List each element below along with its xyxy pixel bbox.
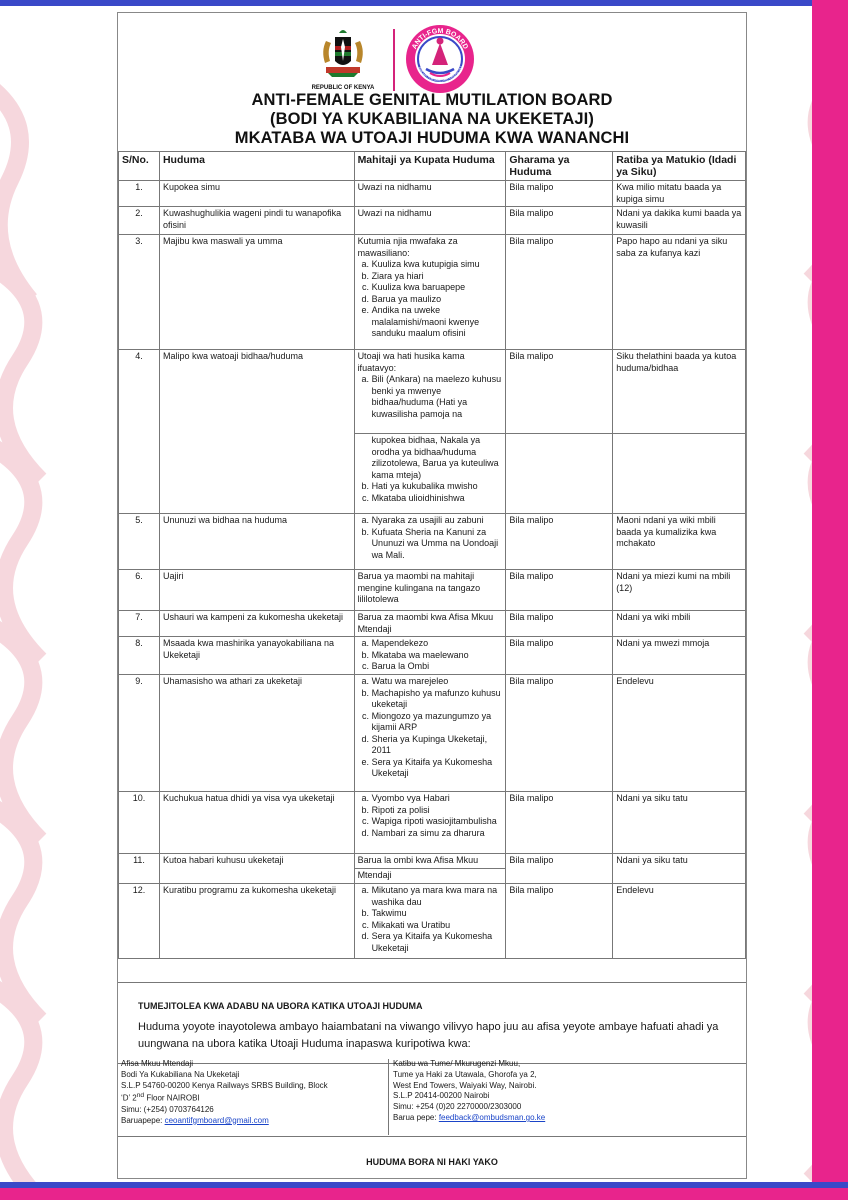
req-list [358, 638, 503, 673]
row-timeline: Kwa milio mitatu baada ya kupiga simu [613, 181, 746, 207]
row-requirements [354, 235, 506, 350]
row-requirements [354, 570, 506, 611]
row-sn: 10. [119, 792, 160, 854]
row-timeline: Endelevu [613, 884, 746, 959]
req-item: a. Kuuliza kwa kutupigia simu [372, 259, 503, 271]
contact-line: Afisa Mkuu Mtendaji [121, 1059, 194, 1068]
req-item: c. Kuuliza kwa baruapepe [372, 282, 503, 294]
req-item: a. Watu wa marejeleo [372, 676, 503, 688]
row-sn: 11. [119, 854, 160, 884]
table-row [119, 570, 746, 611]
row-sn: 12. [119, 884, 160, 959]
req-item: b. Hati ya kukubalika mwisho [372, 481, 503, 493]
row-sn: 7. [119, 611, 160, 637]
title-line-1: ANTI-FEMALE GENITAL MUTILATION BOARD [251, 91, 613, 109]
svg-text:ANTI-FGM BOARD: ANTI-FGM BOARD [411, 27, 469, 51]
table-row [119, 792, 746, 854]
kenya-coat-of-arms [308, 27, 378, 91]
table-row [119, 514, 746, 570]
req-item: b. Takwimu [372, 908, 503, 920]
title-line-2: (BODI YA KUKABILIANA NA UKEKETAJI) [270, 110, 594, 128]
row-sn: 5. [119, 514, 160, 570]
contact-line: Katibu wa Tume/ Mkurugenzi Mkuu, [393, 1059, 521, 1068]
logo-divider [393, 29, 395, 91]
row-cost: Bila malipo [506, 514, 613, 570]
pledge-title: TUMEJITOLEA KWA ADABU NA UBORA KATIKA UTOAJI HUDUMA [138, 1001, 423, 1011]
table-row [119, 637, 746, 675]
svg-text:PAMOJA TUKOMESHE UKEKETAJI: AMOJA TUKOMESHE UKEKETAJ [417, 65, 464, 83]
req-item: c. Mkataba ulioidhinishwa [372, 493, 503, 505]
row-sn: 8. [119, 637, 160, 675]
header-cost: Gharama ya Huduma [506, 152, 613, 181]
document-title [118, 91, 746, 148]
row-cost: Bila malipo [506, 854, 613, 884]
row-timeline: Papo hapo au ndani ya siku saba za kufanya kazi [613, 235, 746, 350]
email-label: Baruapepe: [121, 1115, 165, 1125]
row-cost: Bila malipo [506, 207, 613, 235]
row-cost: Bila malipo [506, 792, 613, 854]
email-label: Barua pepe: [393, 1112, 439, 1122]
req-item: b. Machapisho ya mafunzo kuhusu ukeketaji [372, 688, 503, 711]
req-item: b. Kufuata Sheria na Kanuni za Ununuzi wa Umma na Uondoaji wa Mali. [372, 527, 503, 562]
row-requirements [354, 514, 506, 570]
row-cost: Bila malipo [506, 637, 613, 675]
pledge-text: Huduma yoyote inayotolewa ambayo haiambatani na viwango vilivyo hapo juu au afisa yeyote ambaye hafuati ahadi ya uungwana na ubora katika Utoaji Huduma inapaswa kuripotiwa kwa: [138, 1021, 719, 1050]
row-cost: Bila malipo [506, 181, 613, 207]
req-item: c. Barua la Ombi [372, 661, 503, 673]
ceo-email-link[interactable]: ceoantifgmboard@gmail.com [164, 1115, 269, 1125]
req-item: e. Andika na uweke malalamishi/maoni kwenye sanduku maalum ofisini [372, 305, 503, 340]
req-item: d. Barua ya maulizo [372, 294, 503, 306]
req-list [358, 676, 503, 780]
row-timeline-empty [613, 434, 746, 514]
row-service: Kuchukua hatua dhidi ya visa vya ukeketaji [159, 792, 354, 854]
contact-line [121, 1091, 386, 1104]
row-sn: 4. [119, 350, 160, 514]
table-row [119, 884, 746, 959]
title-line-3: MKATABA WA UTOAJI HUDUMA KWA WANANCHI [234, 129, 630, 147]
req-text: Uwazi na nidhamu [357, 182, 432, 192]
row-timeline: Ndani ya miezi kumi na mbili (12) [613, 570, 746, 611]
row-timeline: Ndani ya siku tatu [613, 854, 746, 884]
pledge-section [118, 982, 746, 1064]
header-sn: S/No. [119, 152, 160, 181]
req-item: b. Mkataba wa maelewano [372, 650, 503, 662]
req-item: c. Wapiga ripoti wasiojitambulisha [372, 816, 503, 828]
row-sn: 1. [119, 181, 160, 207]
req-item: a. Mapendekezo [372, 638, 503, 650]
row-cost-empty [506, 434, 613, 514]
req-item: a. Bili (Ankara) na maelezo kuhusu benki ya mwenye bidhaa/huduma (Hati ya kuwasilisha pamoja na [372, 374, 503, 420]
row-timeline: Endelevu [613, 675, 746, 792]
contact-floor-sup: nd [136, 1092, 145, 1100]
row-timeline: Maoni ndani ya wiki mbili baada ya kumalizika kwa mchakato [613, 514, 746, 570]
table-row [119, 207, 746, 235]
row-requirements [354, 854, 506, 869]
contact-line: Bodi Ya Kukabiliana Na Ukeketaji [121, 1069, 240, 1079]
row-sn: 6. [119, 570, 160, 611]
table-row [119, 611, 746, 637]
row-cost: Bila malipo [506, 884, 613, 959]
contact-line [121, 1116, 386, 1127]
row-timeline: Ndani ya dakika kumi baada ya kuwasili [613, 207, 746, 235]
row-cost: Bila malipo [506, 350, 613, 434]
row-cost: Bila malipo [506, 611, 613, 637]
row-service: Malipo kwa watoaji bidhaa/huduma [159, 350, 354, 514]
row-timeline: Ndani ya siku tatu [613, 792, 746, 854]
row-sn: 2. [119, 207, 160, 235]
header-service: Huduma [159, 152, 354, 181]
req-item: d. Sera ya Kitaifa ya Kukomesha Ukeketaji [372, 931, 503, 954]
table-header-row [119, 152, 746, 181]
row-requirements-continued [354, 869, 506, 884]
row-sn: 9. [119, 675, 160, 792]
row-requirements [354, 884, 506, 959]
req-item: d. Nambari za simu za dharura [372, 828, 503, 840]
row-timeline: Siku thelathini baada ya kutoa huduma/bidhaa [613, 350, 746, 434]
coat-of-arms-icon [318, 27, 368, 79]
ombudsman-email-link[interactable]: feedback@ombudsman.go.ke [438, 1112, 546, 1122]
contact-floor-a: ‘D’ 2 [121, 1094, 137, 1104]
row-requirements [354, 350, 506, 434]
contact-ceo [121, 1059, 386, 1126]
contact-line: West End Towers, Waiyaki Way, Nairobi. [393, 1080, 537, 1090]
row-service: Uhamasisho wa athari za ukeketaji [159, 675, 354, 792]
row-timeline: Ndani ya wiki mbili [613, 611, 746, 637]
row-requirements [354, 181, 506, 207]
contact-line [393, 1113, 693, 1124]
contact-phone: Simu: +254 (0)20 2270000/2303000 [393, 1102, 522, 1112]
row-timeline: Ndani ya mwezi mmoja [613, 637, 746, 675]
logo-header [118, 23, 746, 99]
req-list [358, 793, 503, 839]
req-text: Utoaji wa hati husika kama ifuatavyo: [357, 351, 465, 373]
row-service: Msaada kwa mashirika yanayokabiliana na Ukeketaji [159, 637, 354, 675]
req-list [358, 259, 503, 340]
contact-ombudsman [388, 1059, 693, 1135]
row-service: Majibu kwa maswali ya umma [159, 235, 354, 350]
contact-phone: Simu: (+254) 0703764126 [121, 1104, 214, 1114]
footer-motto [118, 1136, 746, 1178]
row-requirements [354, 792, 506, 854]
contact-line: S.L.P 54760-00200 Kenya Railways SRBS Building, Block [121, 1080, 328, 1090]
row-requirements [354, 207, 506, 235]
req-list [358, 515, 503, 561]
row-service: Ushauri wa kampeni za kukomesha ukeketaji [159, 611, 354, 637]
req-text: Kutumia njia mwafaka za mawasiliano: [357, 236, 458, 258]
req-item: b. Ziara ya hiari [372, 271, 503, 283]
service-charter-table [118, 151, 746, 959]
req-list [358, 481, 503, 504]
req-item: a. Nyaraka za usajili au zabuni [372, 515, 503, 527]
row-requirements [354, 637, 506, 675]
row-service: Ununuzi wa bidhaa na huduma [159, 514, 354, 570]
req-item: a. Vyombo vya Habari [372, 793, 503, 805]
contact-line: Tume ya Haki za Utawala, Ghorofa ya 2, [393, 1069, 537, 1079]
req-list [358, 885, 503, 954]
req-item: b. Ripoti za polisi [372, 805, 503, 817]
req-item: c. Mikakati wa Uratibu [372, 920, 503, 932]
header-timeline: Ratiba ya Matukio (Idadi ya Siku) [613, 152, 746, 181]
req-list [358, 374, 503, 420]
req-item: d. Sheria ya Kupinga Ukeketaji, 2011 [372, 734, 503, 757]
req-text: kupokea bidhaa, Nakala ya orodha ya bidhaa/huduma zilizotolewa, Barua ya kuteuliwa kama mteja) [371, 435, 499, 480]
req-text: Mtendaji [357, 870, 392, 880]
header-requirements: Mahitaji ya Kupata Huduma [354, 152, 506, 181]
req-item: a. Mikutano ya mara kwa mara na washika dau [372, 885, 503, 908]
row-service: Kupokea simu [159, 181, 354, 207]
row-cost: Bila malipo [506, 570, 613, 611]
req-text: Barua ya maombi na mahitaji mengine kulingana na tangazo lililotolewa [357, 571, 481, 604]
row-sn: 3. [119, 235, 160, 350]
table-row [119, 350, 746, 434]
row-service: Uajiri [159, 570, 354, 611]
req-text: Uwazi na nidhamu [357, 208, 432, 218]
table-row [119, 675, 746, 792]
row-cost: Bila malipo [506, 675, 613, 792]
req-text: Barua za maombi kwa Afisa Mkuu Mtendaji [357, 612, 494, 634]
req-item: c. Miongozo ya mazungumzo ya kijamii ARP [372, 711, 503, 734]
row-requirements [354, 611, 506, 637]
contact-line: S.L.P 20414-00200 Nairobi [393, 1091, 490, 1101]
anti-fgm-board-logo [404, 23, 476, 95]
row-service: Kutoa habari kuhusu ukeketaji [159, 854, 354, 884]
row-requirements-continued [354, 434, 506, 514]
row-requirements [354, 675, 506, 792]
req-item: e. Sera ya Kitaifa ya Kukomesha Ukeketaji [372, 757, 503, 780]
row-service: Kuratibu programu za kukomesha ukeketaji [159, 884, 354, 959]
contact-floor-b: Floor NAIROBI [144, 1094, 200, 1104]
table-row [119, 181, 746, 207]
service-charter-page [117, 12, 747, 1179]
kenya-label: REPUBLIC OF KENYA [311, 85, 375, 91]
table-row [119, 235, 746, 350]
motto-text: HUDUMA BORA NI HAKI YAKO [366, 1157, 498, 1167]
req-text: Barua la ombi kwa Afisa Mkuu [357, 855, 479, 865]
row-cost: Bila malipo [506, 235, 613, 350]
table-row [119, 854, 746, 869]
row-service: Kuwashughulikia wageni pindi tu wanapofika ofisini [159, 207, 354, 235]
